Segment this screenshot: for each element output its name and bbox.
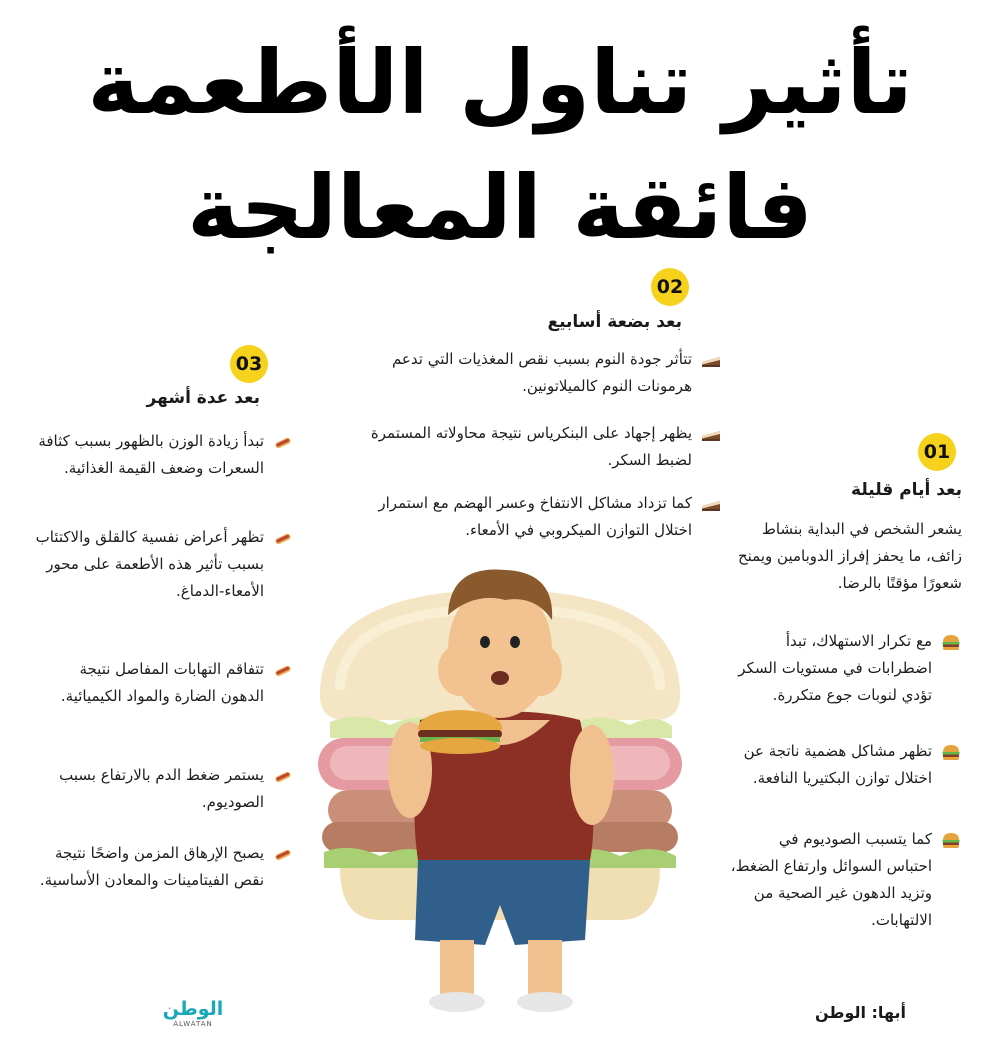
- stage-1-item-4: [730, 826, 962, 934]
- stage-2-number-badge: 02: [651, 268, 689, 306]
- stage-3-item-3: [34, 656, 294, 710]
- cake-slice-icon: [700, 423, 722, 445]
- stage-1-item-2: [730, 628, 962, 709]
- stage-1-item-1: [730, 516, 962, 597]
- stage-1-item-1-text: يشعر الشخص في البداية بنشاط زائف، ما يحفز إفراز الدوبامين ويمنح شعورًا مؤقتًا بالرضا.: [737, 520, 962, 592]
- stage-2-item-3: [362, 490, 722, 544]
- stage-2-item-2: [362, 420, 722, 474]
- burger-man-illustration: [300, 560, 700, 1020]
- stage-1-heading: بعد أيام قليلة: [851, 480, 962, 500]
- stage-1-item-2-text: مع تكرار الاستهلاك، تبدأ اضطرابات في مستويات السكر تؤدي لنوبات جوع متكررة.: [738, 632, 932, 704]
- stage-3-heading: بعد عدة أشهر: [146, 388, 260, 408]
- hotdog-icon: [272, 527, 294, 549]
- stage-3-item-4-text: يستمر ضغط الدم بالارتفاع بسبب الصوديوم.: [59, 766, 264, 811]
- page-title-line-1: تأثير تناول الأطعمة: [87, 31, 913, 134]
- page-title-line-2: فائقة المعالجة: [187, 156, 813, 259]
- stage-3-item-5-text: يصبح الإرهاق المزمن واضحًا نتيجة نقص الفيتامينات والمعادن الأساسية.: [39, 844, 264, 889]
- stage-3-item-2: [34, 524, 294, 605]
- stage-3-item-2-text: تظهر أعراض نفسية كالقلق والاكتئاب بسبب تأثير هذه الأطعمة على محور الأمعاء-الدماغ.: [35, 528, 264, 600]
- stage-1-item-3: [730, 738, 962, 792]
- stage-3-item-1-text: تبدأ زيادة الوزن بالظهور بسبب كثافة السعرات وضعف القيمة الغذائية.: [38, 432, 264, 477]
- cake-slice-icon: [700, 349, 722, 371]
- stage-1-item-3-text: تظهر مشاكل هضمية ناتجة عن اختلال توازن البكتيريا النافعة.: [743, 742, 932, 787]
- stage-2-item-3-text: كما تزداد مشاكل الانتفاخ وعسر الهضم مع استمرار اختلال التوازن الميكروبي في الأمعاء.: [378, 494, 692, 539]
- stage-1-item-4-text: كما يتسبب الصوديوم في احتباس السوائل وارتفاع الضغط، وتزيد الدهون غير الصحية من الالتهابات.: [730, 830, 932, 929]
- hotdog-icon: [272, 843, 294, 865]
- burger-icon: [940, 829, 962, 851]
- alwatan-logo: [158, 998, 228, 1034]
- stage-3-item-4: [34, 762, 294, 816]
- burger-icon: [940, 741, 962, 763]
- hotdog-icon: [272, 765, 294, 787]
- stage-2-item-1-text: تتأثر جودة النوم بسبب نقص المغذيات التي تدعم هرمونات النوم كالميلاتونين.: [391, 350, 692, 395]
- logo-arabic-text: الوطن: [162, 998, 224, 1020]
- stage-3-item-3-text: تتفاقم التهابات المفاصل نتيجة الدهون الضارة والمواد الكيميائية.: [60, 660, 264, 705]
- stage-2-heading: بعد بضعة أسابيع: [547, 312, 682, 332]
- stage-1-number-badge: 01: [918, 433, 956, 471]
- stage-2-item-2-text: يظهر إجهاد على البنكرياس نتيجة محاولاته المستمرة لضبط السكر.: [370, 424, 692, 469]
- cake-slice-icon: [700, 493, 722, 515]
- stage-2-item-1: [362, 346, 722, 400]
- stage-3-item-5: [34, 840, 294, 894]
- hotdog-icon: [272, 659, 294, 681]
- stage-3-item-1: [34, 428, 294, 482]
- logo-english-text: ALWATAN: [173, 1020, 213, 1028]
- footer-credit: أبها: الوطن: [814, 1003, 906, 1022]
- burger-icon: [940, 631, 962, 653]
- stage-3-number-badge: 03: [230, 345, 268, 383]
- hotdog-icon: [272, 431, 294, 453]
